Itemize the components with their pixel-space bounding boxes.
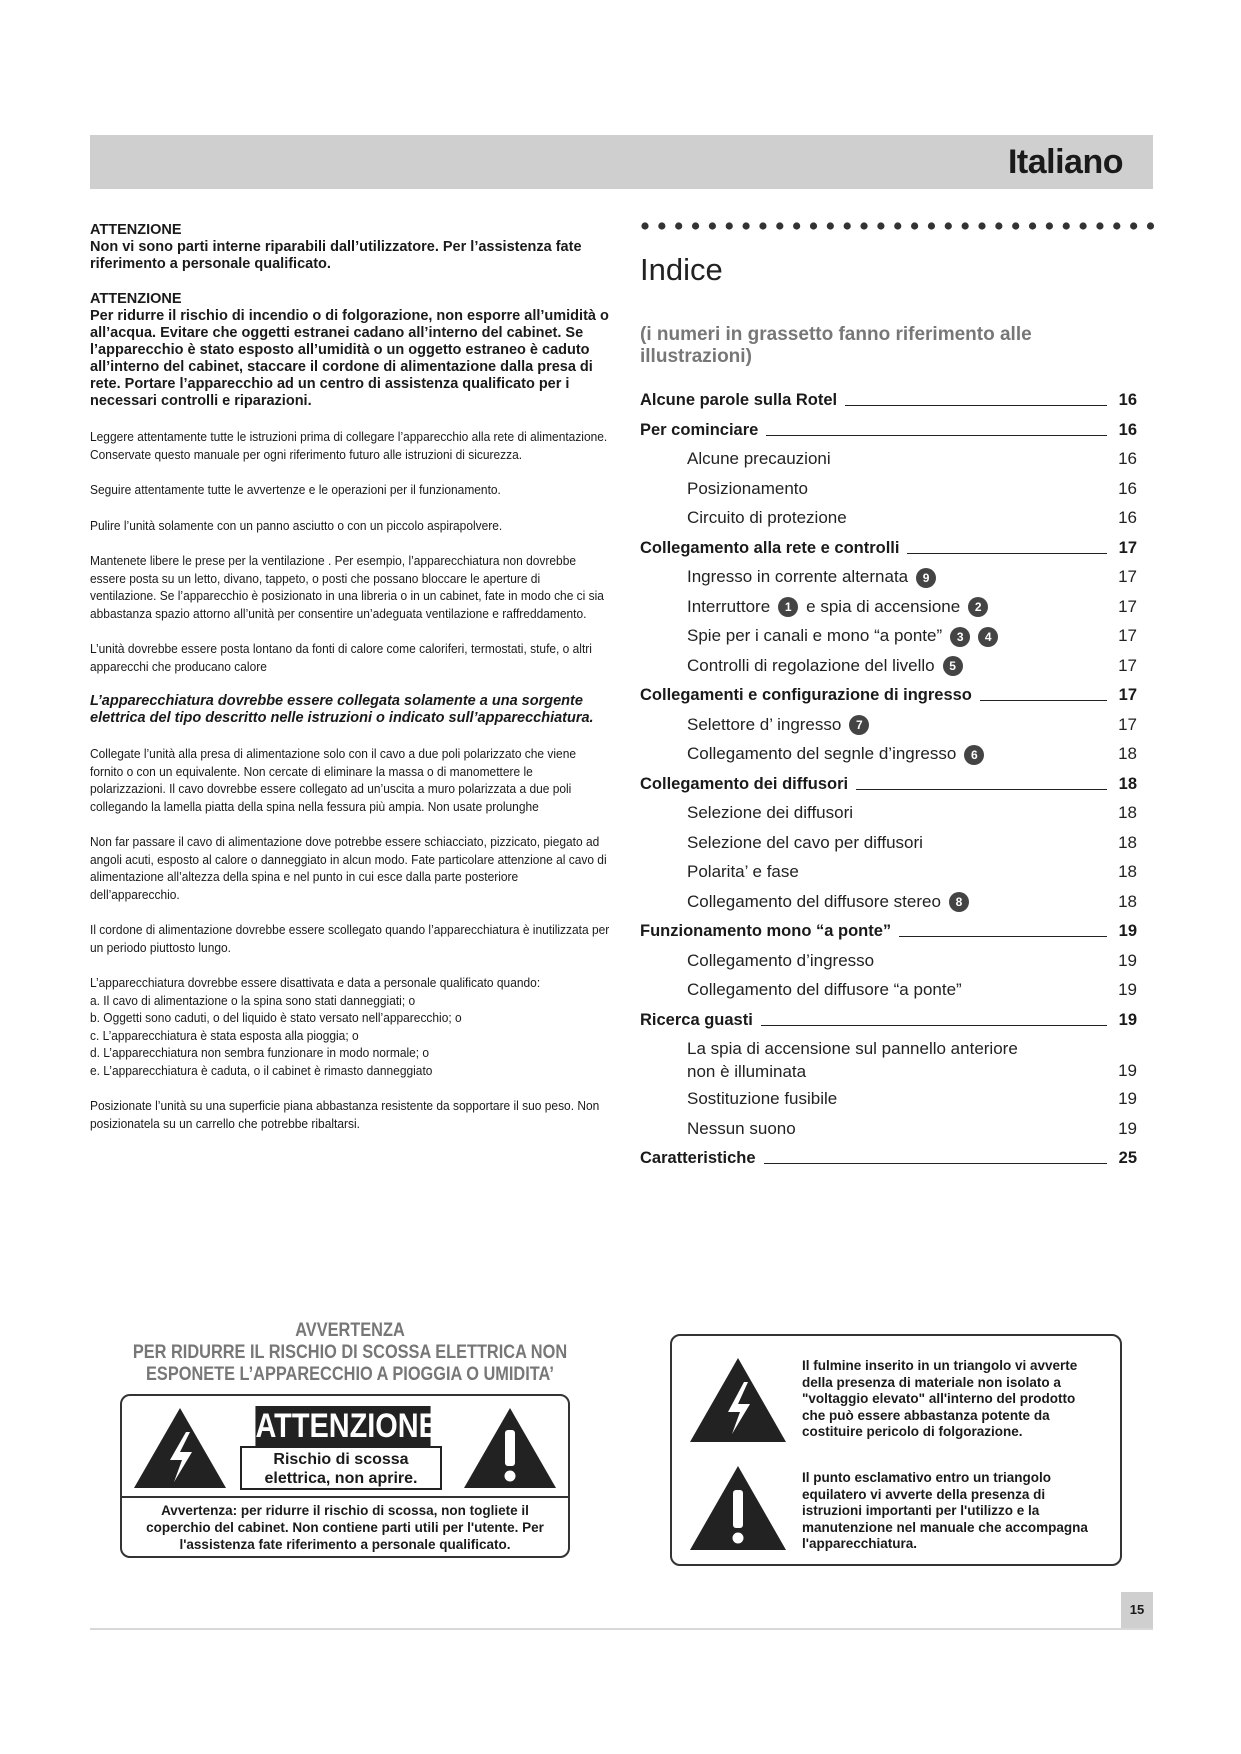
safety-paragraph: Mantenete libere le prese per la ventilazione . Per esempio, l’apparecchiatura non dovrebbe essere posta su un letto, divano, tappeto, o posti che possano bloccare le aperture di ventilazione. Se l’apparecchio è posizionato in una libreria o in un cabinet, fate in modo che ci sia abbastanza spazio attorno all’unità per consentire un’adeguata ventilazione e raffreddamento. <box>90 553 604 621</box>
index-subtitle: (i numeri in grassetto fanno riferimento alle illustrazioni) <box>640 324 1032 367</box>
toc-entry <box>640 830 1137 860</box>
toc-entry <box>640 1116 1137 1146</box>
index-title: Indice <box>640 252 723 287</box>
rule-dot <box>776 222 783 229</box>
figure-ref-badge: 9 <box>916 568 936 588</box>
toc-section <box>640 535 1137 565</box>
toc-label: Selezione del cavo per diffusori <box>687 830 923 856</box>
rule-dot <box>911 222 918 229</box>
toc-page-number: 19 <box>1118 1089 1137 1108</box>
toc-entry <box>640 623 1137 653</box>
toc-section <box>640 1007 1137 1037</box>
safety-paragraph: L’unità dovrebbe essere posta lontano da fonti di calore come caloriferi, termostati, stufe, o altri apparecchi che producano calore <box>90 641 592 674</box>
toc-label: La spia di accensione sul pannello anteriore <box>687 1039 1018 1058</box>
toc-section <box>640 387 1137 417</box>
figure-ref-badge: 2 <box>968 597 988 617</box>
toc-entry <box>640 1086 1137 1116</box>
label-divider <box>122 1496 568 1498</box>
toc-page-number: 16 <box>1118 391 1137 409</box>
service-conditions <box>90 974 610 1079</box>
toc-label: Controlli di regolazione del livello <box>687 653 935 679</box>
toc-page-number: 17 <box>1118 567 1137 586</box>
toc-entry <box>640 712 1137 742</box>
service-item: d. L’apparecchiatura non sembra funzionare in modo normale; o <box>90 1045 430 1060</box>
toc-entry <box>640 564 1137 594</box>
avvertenza-line: PER RIDURRE IL RISCHIO DI SCOSSA ELETTRICA NON <box>132 1342 568 1363</box>
figure-ref-badge: 8 <box>949 892 969 912</box>
exclamation-triangle-icon <box>686 1462 790 1554</box>
rule-dot <box>641 222 648 229</box>
toc-label-continued: non è illuminata <box>687 1062 807 1081</box>
figure-ref-badge: 6 <box>964 745 984 765</box>
warning-title: ATTENZIONE <box>90 222 182 238</box>
toc-page-number: 17 <box>1118 538 1137 557</box>
rule-dot <box>1130 222 1137 229</box>
toc-page-number: 17 <box>1118 655 1137 675</box>
toc-label: Caratteristiche <box>640 1145 756 1171</box>
rule-dot <box>709 222 716 229</box>
rule-dot <box>978 222 985 229</box>
toc-page-number: 16 <box>1118 508 1137 527</box>
shock-warning-label <box>120 1394 570 1558</box>
rule-dot <box>844 222 851 229</box>
label-footnote: Avvertenza: per ridurre il rischio di scossa, non togliete il coperchio del cabinet. Non contiene parti utili per l'utente. Per l'assistenza fate riferimento a personale qualificato. <box>146 1503 544 1552</box>
toc-page-number: 25 <box>1118 1149 1137 1167</box>
toc-label: Nessun suono <box>687 1116 796 1142</box>
service-item: c. L’apparecchiatura è stata esposta alla pioggia; o <box>90 1027 359 1043</box>
toc-label: Collegamenti e configurazione di ingresso <box>640 682 972 708</box>
toc-label: Interruttore <box>687 594 770 620</box>
rule-dot <box>1012 222 1019 229</box>
toc-page-number: 19 <box>1118 980 1137 999</box>
toc-label: Polarita’ e fase <box>687 859 799 885</box>
toc-page-number: 17 <box>1118 686 1137 704</box>
toc-leader-line <box>845 405 1107 406</box>
rule-dot <box>877 222 884 229</box>
toc-entry <box>640 653 1137 683</box>
toc-entry <box>640 948 1137 978</box>
toc-section <box>640 771 1137 801</box>
figure-ref-badge: 1 <box>778 597 798 617</box>
toc-label: Posizionamento <box>687 476 808 502</box>
rule-dot <box>995 222 1002 229</box>
toc-entry <box>640 505 1137 535</box>
power-source-notice: L’apparecchiatura dovrebbe essere collegata solamente a una sorgente elettrica del tipo descritto nelle istruzioni o indicato sull’apparecchiatura. <box>90 693 594 726</box>
exclamation-warning-icon <box>460 1404 560 1492</box>
toc-label: Spie per i canali e mono “a ponte” <box>687 623 942 649</box>
toc-leader-line <box>856 789 1107 790</box>
toc-page-number: 18 <box>1118 774 1137 793</box>
rule-dot <box>675 222 682 229</box>
safety-paragraph: Seguire attentamente tutte le avvertenze e le operazioni per il funzionamento. <box>90 482 501 497</box>
toc-page-number: 18 <box>1118 832 1137 852</box>
page-number: 15 <box>1121 1592 1153 1628</box>
toc-entry <box>640 594 1137 624</box>
rule-dot <box>793 222 800 229</box>
rule-dot <box>1046 222 1053 229</box>
toc-page-number: 17 <box>1118 714 1137 734</box>
figure-ref-badge: 5 <box>943 656 963 676</box>
toc-label: Selezione dei diffusori <box>687 800 853 826</box>
toc-entry <box>640 977 1137 1007</box>
toc-page-number: 16 <box>1118 449 1137 468</box>
rule-dot <box>1096 222 1103 229</box>
header-bar <box>90 135 1153 189</box>
toc-page-number: 17 <box>1118 596 1137 616</box>
toc-page-number: 18 <box>1118 891 1137 911</box>
toc-leader-line <box>899 936 1107 937</box>
toc-entry <box>640 741 1137 771</box>
toc-label: Collegamento del segnle d’ingresso <box>687 741 956 767</box>
service-intro: L’apparecchiatura dovrebbe essere disattivata e data a personale qualificato quando: <box>90 975 541 990</box>
toc-entry <box>640 476 1137 506</box>
rule-dot <box>860 222 867 229</box>
service-item: b. Oggetti sono caduti, o del liquido è stato versato nell’apparecchio; o <box>90 1010 462 1025</box>
lightning-triangle-icon <box>686 1354 790 1446</box>
rule-dot <box>945 222 952 229</box>
safety-paragraph: Pulire l’unità solamente con un panno asciutto o con un piccolo aspirapolvere. <box>90 517 503 533</box>
symbols-explanation <box>670 1334 1122 1566</box>
figure-ref-badge: 3 <box>950 627 970 647</box>
rule-dot <box>894 222 901 229</box>
safety-column <box>90 222 610 1150</box>
rule-dot <box>827 222 834 229</box>
toc-label: Ingresso in corrente alternata <box>687 564 908 590</box>
toc-page-number: 19 <box>1118 922 1137 940</box>
rule-dot <box>1063 222 1070 229</box>
toc-page-number: 19 <box>1118 1061 1137 1080</box>
safety-paragraph: Leggere attentamente tutte le istruzioni prima di collegare l’apparecchio alla rete di alimentazione. Conservate questo manuale per ogni riferimento futuro alle istruzioni di sicurezza. <box>90 429 608 462</box>
toc-section <box>640 1145 1137 1175</box>
service-item: e. L’apparecchiatura è caduta, o il cabinet è rimasto danneggiato <box>90 1062 433 1078</box>
lightning-explanation: Il fulmine inserito in un triangolo vi avverte della presenza di materiale non isolato a "voltaggio elevato" all'interno del prodotto che può essere abbastanza potente da costituire pericolo di folgorazione. <box>802 1358 1078 1439</box>
risk-line: Rischio di scossa <box>273 1451 409 1468</box>
rule-dot <box>1113 222 1120 229</box>
figure-ref-badge: 7 <box>849 715 869 735</box>
safety-paragraph: Il cordone di alimentazione dovrebbe essere scollegato quando l’apparecchiatura è inutilizzata per un periodo piuttosto lungo. <box>90 922 610 955</box>
dotted-rule <box>640 218 1160 234</box>
toc-label: Funzionamento mono “a ponte” <box>640 918 891 944</box>
toc-label: Per cominciare <box>640 417 758 443</box>
toc-leader-line <box>761 1025 1107 1026</box>
rule-dot <box>726 222 733 229</box>
rule-dot <box>1080 222 1087 229</box>
risk-line: elettrica, non aprire. <box>264 1470 418 1487</box>
rule-dot <box>962 222 969 229</box>
exclamation-explanation: Il punto esclamativo entro un triangolo equilatero vi avverte della presenza di istruzioni importanti per l'utilizzo e la manutenzione nel manuale che accompagna l'apparecchiatura. <box>802 1470 1088 1551</box>
rule-dot <box>692 222 699 229</box>
lightning-warning-icon <box>130 1404 230 1492</box>
toc-label: Sostituzione fusibile <box>687 1086 837 1112</box>
toc-label: Selettore d’ ingresso <box>687 712 841 738</box>
toc-leader-line <box>764 1163 1107 1164</box>
language-title: Italiano <box>1007 143 1123 181</box>
toc-label: Collegamento d’ingresso <box>687 948 874 974</box>
attenzione-label: ATTENZIONE <box>255 1407 438 1445</box>
safety-paragraph: Posizionate l’unità su una superficie piana abbastanza resistente da sopportare il suo peso. Non posizionatela su un carrello che potrebbe ribaltarsi. <box>90 1098 600 1131</box>
avvertenza-heading <box>126 1320 573 1386</box>
toc-entry <box>640 1036 1137 1086</box>
toc-page-number: 19 <box>1118 1118 1137 1138</box>
toc-page-number: 17 <box>1118 626 1137 645</box>
toc-entry <box>640 859 1137 889</box>
toc-section <box>640 918 1137 948</box>
figure-ref-badge: 4 <box>978 627 998 647</box>
warning-body: Non vi sono parti interne riparabili dall’utilizzatore. Per l’assistenza fate riferimento a personale qualificato. <box>90 239 582 272</box>
rule-dot <box>928 222 935 229</box>
toc-leader-line <box>766 435 1107 436</box>
toc-label: Circuito di protezione <box>687 505 847 531</box>
table-of-contents <box>640 387 1137 1175</box>
toc-leader-line <box>980 700 1107 701</box>
rule-dot <box>810 222 817 229</box>
toc-page-number: 16 <box>1118 420 1137 439</box>
toc-page-number: 19 <box>1118 1010 1137 1029</box>
warning-body: Per ridurre il rischio di incendio o di folgorazione, non esporre all’umidità o all’acqua. Evitare che oggetti estranei cadano all’interno del cabinet. Se l’apparecchio è stato esposto all’umidità o un oggetto estraneo è caduto all’interno del cabinet, staccare il cordone di alimentazione dalla presa di rete. Portare l’apparecchio ad un centro di assistenza qualificato per i necessari controlli e riparazioni. <box>90 308 609 409</box>
toc-label: Alcune precauzioni <box>687 446 831 472</box>
rule-dot <box>743 222 750 229</box>
service-item: a. Il cavo di alimentazione o la spina sono stati danneggiati; o <box>90 992 416 1008</box>
toc-page-number: 18 <box>1118 744 1137 763</box>
toc-label: Ricerca guasti <box>640 1007 753 1033</box>
toc-page-number: 18 <box>1118 862 1137 881</box>
toc-leader-line <box>907 553 1107 554</box>
toc-entry <box>640 800 1137 830</box>
toc-label: Collegamento dei diffusori <box>640 771 848 797</box>
rule-dot <box>1029 222 1036 229</box>
avvertenza-title: AVVERTENZA <box>295 1320 405 1341</box>
toc-section <box>640 417 1137 447</box>
toc-entry <box>640 446 1137 476</box>
toc-section <box>640 682 1137 712</box>
toc-page-number: 19 <box>1118 950 1137 970</box>
risk-label <box>240 1446 442 1490</box>
toc-label: Alcune parole sulla Rotel <box>640 387 837 413</box>
rule-dot <box>658 222 665 229</box>
toc-label: Collegamento alla rete e controlli <box>640 535 899 561</box>
toc-label: Collegamento del diffusore stereo <box>687 889 941 915</box>
toc-entry <box>640 889 1137 919</box>
toc-page-number: 18 <box>1118 803 1137 822</box>
toc-page-number: 16 <box>1118 478 1137 498</box>
avvertenza-line: ESPONETE L’APPARECCHIO A PIOGGIA O UMIDITA’ <box>146 1364 554 1385</box>
toc-label: Collegamento del diffusore “a ponte” <box>687 977 962 1003</box>
footer-rule <box>90 1628 1153 1630</box>
toc-label: e spia di accensione <box>806 596 961 616</box>
warning-title: ATTENZIONE <box>90 291 182 307</box>
rule-dot <box>1147 222 1154 229</box>
rule-dot <box>759 222 766 229</box>
safety-paragraph: Non far passare il cavo di alimentazione dove potrebbe essere schiacciato, pizzicato, piegato ad angoli acuti, esposto al calore o danneggiato in alcun modo. Fate particolare attenzione al cavo di alimentazione all’altezza della spina e nel punto in cui esce dalla parte posteriore dell’apparecchio. <box>90 834 607 902</box>
safety-paragraph: Collegate l’unità alla presa di alimentazione solo con il cavo a due poli polarizzato che viene fornito o con un equivalente. Non cercate di eliminare la massa o di manomettere le polarizzazioni. Il cavo dovrebbe essere collegato ad un’uscita a muro polarizzata a due poli collegando la lamella piatta della spina nella fessura più ampia. Non usate prolunghe <box>90 746 577 814</box>
